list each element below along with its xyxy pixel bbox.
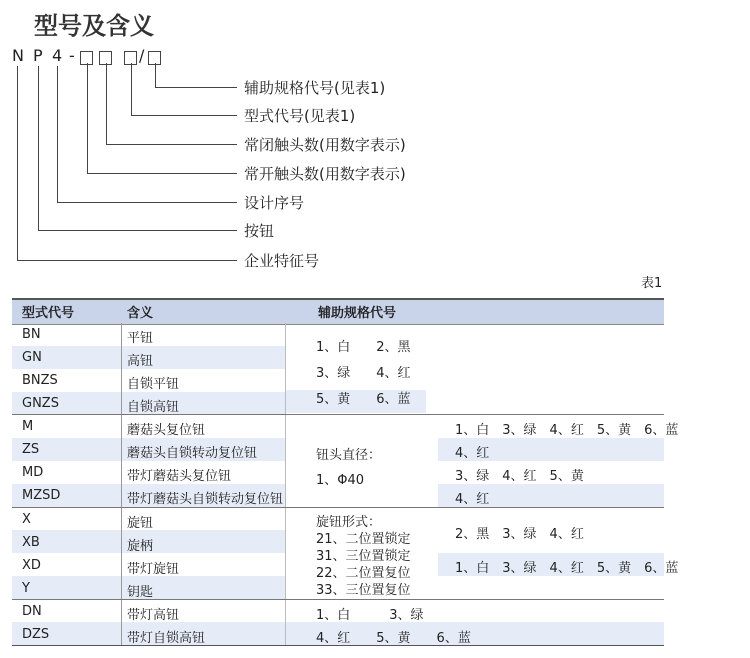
row-gn-code: GN (22, 350, 42, 365)
code-n: N (12, 46, 24, 65)
aux-g2-right-4: 4、红 (455, 492, 490, 507)
header-type: 型式代号 (22, 306, 75, 321)
row-bn-code: BN (22, 327, 41, 342)
aux-g3-left-1: 旋钮形式： (316, 515, 382, 530)
row-dn-code: DN (22, 604, 42, 619)
row-zs-code: ZS (22, 442, 40, 457)
label-company: 企业特征号 (244, 252, 320, 270)
row-bnzs-meaning: 自锁平钮 (127, 377, 180, 392)
label-no-contacts: 常开触头数(用数字表示) (244, 165, 406, 183)
row-mzsd-meaning: 带灯蘑菇头自锁转动复位钮 (127, 492, 284, 507)
aux-g4-2: 4、红 5、黄 6、蓝 (316, 631, 471, 646)
code-p: P (33, 46, 43, 65)
aux-g1-3: 5、黄 6、蓝 (316, 392, 411, 407)
aux-g3-left-4: 22、二位置复位 (316, 566, 411, 581)
code-4: 4 (52, 46, 63, 65)
label-aux-spec: 辅助规格代号(见表1) (244, 79, 386, 97)
label-type-code: 型式代号(见表1) (244, 107, 356, 125)
row-x-code: X (22, 512, 31, 527)
aux-g1-2: 3、绿 4、红 (316, 366, 411, 381)
header-aux: 辅助规格代号 (318, 306, 397, 321)
page-title: 型号及含义 (34, 12, 154, 40)
table-caption: 表1 (641, 276, 663, 291)
row-y-meaning: 钥匙 (127, 585, 154, 600)
row-m-code: M (22, 419, 34, 434)
row-zs-meaning: 蘑菇头自锁转动复位钮 (127, 446, 258, 461)
label-design-seq: 设计序号 (244, 194, 305, 212)
row-xb-meaning: 旋柄 (127, 539, 154, 554)
row-gn-meaning: 高钮 (127, 354, 154, 369)
aux-g3-left-5: 33、三位置复位 (316, 583, 411, 598)
row-xd-meaning: 带灯旋钮 (127, 562, 180, 577)
row-md-meaning: 带灯蘑菇头复位钮 (127, 469, 232, 484)
row-xd-code: XD (22, 558, 41, 573)
row-mzsd-code: MZSD (22, 488, 61, 503)
aux-g3-right-2: 1、白 3、绿 4、红 5、黄 6、蓝 (455, 561, 679, 576)
row-bn-meaning: 平钮 (127, 331, 154, 346)
label-nc-contacts: 常闭触头数(用数字表示) (244, 136, 406, 154)
aux-g2-left-1: 钮头直径： (316, 448, 382, 463)
aux-g3-left-2: 21、二位置锁定 (316, 532, 411, 547)
aux-g3-left-3: 31、三位置锁定 (316, 549, 411, 564)
aux-g1-1: 1、白 2、黑 (316, 340, 411, 355)
row-y-code: Y (22, 581, 30, 596)
row-dzs-meaning: 带灯自锁高钮 (127, 631, 206, 646)
row-gnzs-meaning: 自锁高钮 (127, 400, 180, 415)
row-dzs-code: DZS (22, 627, 50, 642)
aux-g3-right-1: 2、黑 3、绿 4、红 (455, 527, 584, 542)
aux-g2-left-2: 1、Φ40 (316, 473, 365, 488)
row-gnzs-code: GNZS (22, 396, 59, 411)
aux-g4-1: 1、白 3、绿 (316, 608, 424, 623)
row-bnzs-code: BNZS (22, 373, 58, 388)
code-dash: - (69, 46, 75, 65)
aux-g2-right-3: 3、绿 4、红 5、黄 (455, 469, 584, 484)
row-dn-meaning: 带灯高钮 (127, 608, 180, 623)
row-md-code: MD (22, 465, 44, 480)
header-meaning: 含义 (127, 306, 154, 321)
row-x-meaning: 旋钮 (127, 516, 154, 531)
aux-g2-right-1: 1、白 3、绿 4、红 5、黄 6、蓝 (455, 423, 679, 438)
aux-g2-right-2: 4、红 (455, 446, 490, 461)
label-button: 按钮 (244, 222, 275, 240)
row-m-meaning: 蘑菇头复位钮 (127, 423, 206, 438)
code-slash: / (139, 46, 145, 65)
row-xb-code: XB (22, 535, 40, 550)
